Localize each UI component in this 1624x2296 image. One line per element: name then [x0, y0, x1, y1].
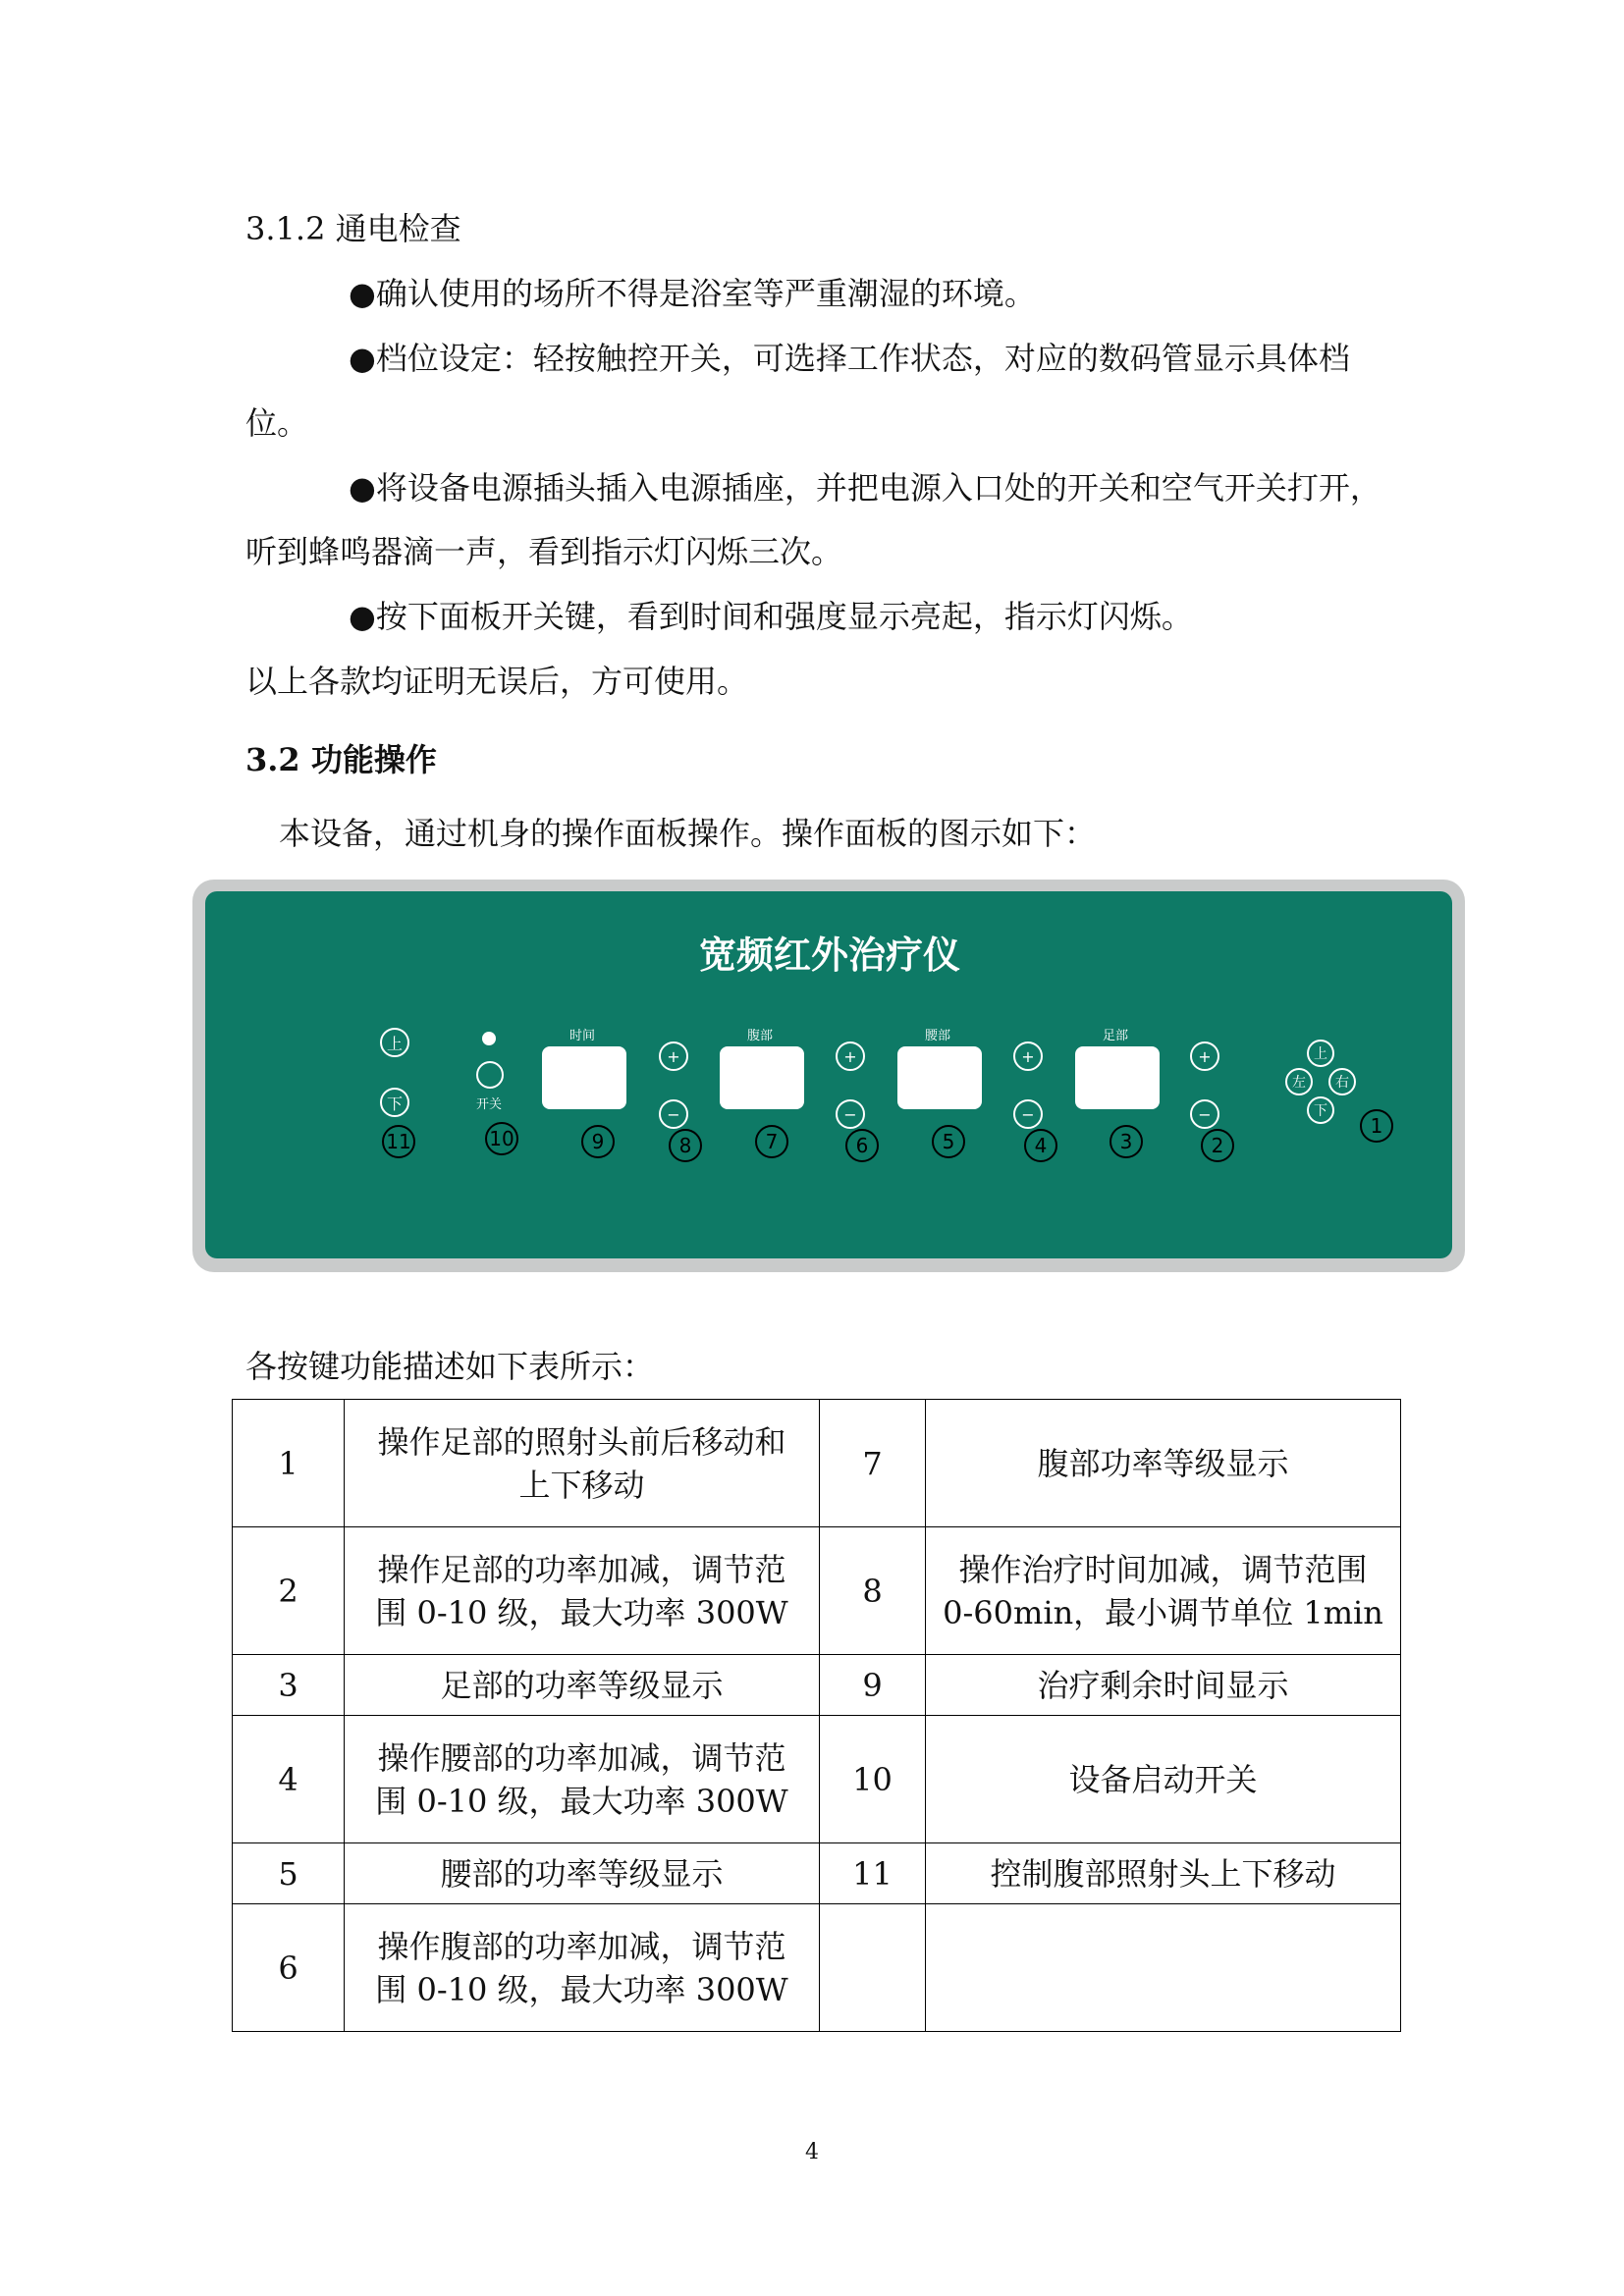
abdomen-plus-button[interactable]: + — [836, 1041, 865, 1071]
key-number: 7 — [820, 1400, 926, 1527]
time-minus-button[interactable]: − — [659, 1099, 688, 1129]
bullet-power-plug: ●将设备电源插头插入电源插座，并把电源入口处的开关和空气开关打开， — [349, 469, 1381, 507]
table-row — [233, 1904, 1401, 2032]
callout-marker-11: 11 — [382, 1125, 415, 1158]
section-heading-32: 3.2 功能操作 — [245, 741, 437, 778]
bullet-gear-setting-cont: 位。 — [245, 404, 309, 442]
key-number: 3 — [233, 1655, 345, 1716]
key-function-table — [232, 1399, 1401, 2032]
key-number: 8 — [820, 1527, 926, 1655]
callout-marker-2: 2 — [1201, 1129, 1234, 1162]
key-number: 1 — [233, 1400, 345, 1527]
key-number: 11 — [820, 1843, 926, 1904]
key-number: 10 — [820, 1716, 926, 1843]
abdomen-head-down-button[interactable]: 下 — [380, 1088, 409, 1117]
key-number: 4 — [233, 1716, 345, 1843]
table-caption: 各按键功能描述如下表所示： — [245, 1348, 655, 1385]
callout-marker-1: 1 — [1360, 1109, 1393, 1143]
foot-head-up-button[interactable]: 上 — [1307, 1040, 1334, 1067]
foot-power-display — [1075, 1046, 1160, 1109]
foot-label: 足部 — [1103, 1029, 1129, 1043]
time-label: 时间 — [569, 1029, 596, 1043]
waist-minus-button[interactable]: − — [1013, 1099, 1043, 1129]
power-indicator-light — [482, 1032, 496, 1045]
key-description: 控制腹部照射头上下移动 — [926, 1843, 1401, 1904]
time-plus-button[interactable]: + — [659, 1041, 688, 1071]
callout-marker-9: 9 — [581, 1125, 615, 1158]
table-row — [233, 1843, 1401, 1904]
bullet-humidity: ●确认使用的场所不得是浴室等严重潮湿的环境。 — [349, 275, 1036, 312]
waist-power-display — [897, 1046, 982, 1109]
abdomen-head-up-button[interactable]: 上 — [380, 1028, 409, 1057]
key-description: 设备启动开关 — [926, 1716, 1401, 1843]
table-row — [233, 1400, 1401, 1527]
key-number: 6 — [233, 1904, 345, 2032]
callout-marker-7: 7 — [755, 1125, 788, 1158]
callout-marker-5: 5 — [932, 1125, 965, 1158]
abdomen-minus-button[interactable]: − — [836, 1099, 865, 1129]
page-number: 4 — [805, 2140, 819, 2164]
key-description: 操作腰部的功率加减，调节范 围 0-10 级，最大功率 300W — [345, 1716, 820, 1843]
table-row — [233, 1655, 1401, 1716]
callout-marker-4: 4 — [1024, 1129, 1057, 1162]
key-number: 9 — [820, 1655, 926, 1716]
key-description: 治疗剩余时间显示 — [926, 1655, 1401, 1716]
key-description: 腹部功率等级显示 — [926, 1400, 1401, 1527]
power-switch-label: 开关 — [476, 1097, 503, 1112]
foot-minus-button[interactable]: − — [1190, 1099, 1219, 1129]
key-description: 操作足部的功率加减，调节范 围 0-10 级，最大功率 300W — [345, 1527, 820, 1655]
key-description: 操作足部的照射头前后移动和 上下移动 — [345, 1400, 820, 1527]
key-description: 操作治疗时间加减，调节范围 0-60min，最小调节单位 1min — [926, 1527, 1401, 1655]
bullet-gear-setting: ●档位设定：轻按触控开关，可选择工作状态，对应的数码管显示具体档 — [349, 340, 1350, 377]
callout-marker-10: 10 — [485, 1122, 518, 1155]
table-row — [233, 1716, 1401, 1843]
bullet-power-plug-cont: 听到蜂鸣器滴一声，看到指示灯闪烁三次。 — [245, 533, 843, 570]
key-description — [926, 1904, 1401, 2032]
section-intro: 本设备，通过机身的操作面板操作。操作面板的图示如下： — [279, 815, 1097, 852]
waist-plus-button[interactable]: + — [1013, 1041, 1043, 1071]
key-description: 腰部的功率等级显示 — [345, 1843, 820, 1904]
key-description: 足部的功率等级显示 — [345, 1655, 820, 1716]
bullet-panel-switch: ●按下面板开关键，看到时间和强度显示亮起，指示灯闪烁。 — [349, 598, 1193, 635]
waist-label: 腰部 — [925, 1029, 951, 1043]
conclusion-text: 以上各款均证明无误后，方可使用。 — [245, 663, 749, 700]
table-row — [233, 1527, 1401, 1655]
power-switch-button[interactable] — [476, 1061, 504, 1089]
foot-plus-button[interactable]: + — [1190, 1041, 1219, 1071]
key-number: 2 — [233, 1527, 345, 1655]
abdomen-power-display — [720, 1046, 804, 1109]
key-number: 5 — [233, 1843, 345, 1904]
callout-marker-8: 8 — [669, 1129, 702, 1162]
callout-marker-6: 6 — [845, 1129, 879, 1162]
foot-head-right-button[interactable]: 右 — [1328, 1068, 1356, 1095]
foot-head-left-button[interactable]: 左 — [1285, 1068, 1313, 1095]
key-description: 操作腹部的功率加减，调节范 围 0-10 级，最大功率 300W — [345, 1904, 820, 2032]
foot-head-down-button[interactable]: 下 — [1307, 1096, 1334, 1124]
panel-title: 宽频红外治疗仪 — [699, 934, 961, 977]
callout-marker-3: 3 — [1110, 1125, 1143, 1158]
key-number — [820, 1904, 926, 2032]
section-heading-312: 3.1.2 通电检查 — [245, 210, 461, 247]
time-display — [542, 1046, 626, 1109]
abdomen-label: 腹部 — [747, 1029, 774, 1043]
